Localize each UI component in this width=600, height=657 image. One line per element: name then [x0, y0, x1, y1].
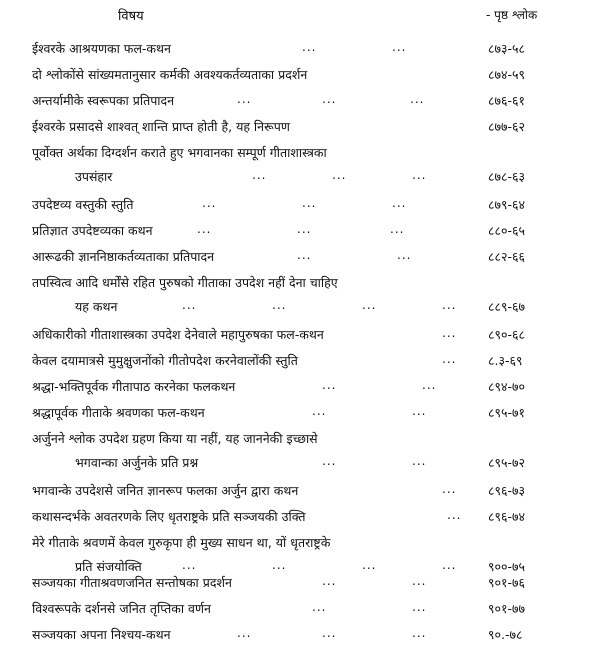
entry-page: ८९०-६८ [488, 327, 526, 342]
toc-entry [0, 626, 600, 652]
leader-dots: ... [397, 248, 412, 262]
leader-dots: ... [302, 196, 317, 210]
entry-page: ८७४-५९ [488, 67, 526, 82]
toc-entry [0, 248, 600, 274]
entry-title: विश्वरूपके दर्शनसे जनित तृप्तिका वर्णन [32, 601, 211, 616]
leader-dots: ... [312, 404, 327, 418]
leader-dots: ... [302, 40, 317, 54]
entry-title: अन्तर्यामीके स्वरूपका प्रतिपादन [32, 93, 175, 108]
toc-entry [0, 600, 600, 626]
leader-dots: ... [322, 454, 337, 468]
entry-page: ९०१-७७ [488, 601, 526, 616]
leader-dots: ... [237, 626, 252, 640]
entry-page: ८.३-६९ [488, 353, 523, 368]
column-header-page-verse: - पृष्ठ श्लोक [486, 8, 538, 22]
entry-title-continued: उपसंहार [75, 169, 113, 184]
entry-page: ८७३-५८ [488, 41, 526, 56]
entry-page: ८७७-६२ [488, 119, 526, 134]
leader-dots: ... [272, 298, 287, 312]
entry-page: ९००-७५ [488, 559, 526, 574]
leader-dots: ... [197, 222, 212, 236]
leader-dots: ... [442, 352, 457, 366]
entry-page: ८७९-६४ [488, 197, 526, 212]
entry-title: केवल दयामात्रसे मुमुक्षुजनोंको गीतोपदेश करनेवालोंकी स्तुति [32, 353, 298, 368]
entry-page: ८७८-६३ [488, 169, 526, 184]
leader-dots: ... [202, 196, 217, 210]
toc-entry [0, 196, 600, 222]
entry-title: अर्जुनने श्लोक उपदेश ग्रहण किया या नहीं, यह जाननेकी इच्छासे [32, 431, 318, 446]
entry-page: ८९४-७० [488, 379, 526, 394]
entry-title: सञ्जयका अपना निश्चय-कथन [32, 627, 171, 642]
entry-title: ईश्वरके प्रसादसे शाश्वत् शान्ति प्राप्त होती है, यह निरूपण [32, 119, 290, 134]
entry-title: पूर्वोक्त अर्थका दिग्दर्शन कराते हुए भगवानका सम्पूर्ण गीताशास्त्रका [32, 145, 327, 160]
leader-dots: ... [322, 92, 337, 106]
entry-page: ८९६-७३ [488, 483, 526, 498]
entry-page: ८८२-६६ [488, 249, 526, 264]
toc-entry [0, 222, 600, 248]
leader-dots: ... [237, 92, 252, 106]
entry-title: प्रतिज्ञात उपदेष्टव्यका कथन [32, 223, 153, 238]
leader-dots: ... [410, 92, 425, 106]
leader-dots: ... [272, 558, 287, 572]
entry-title: सञ्जयका गीताश्रवणजनित सन्तोषका प्रदर्शन [32, 575, 232, 590]
toc-entry [0, 274, 600, 326]
leader-dots: ... [412, 626, 427, 640]
leader-dots: ... [182, 558, 197, 572]
column-header-subject: विषय [118, 9, 144, 24]
toc-entry [0, 92, 600, 118]
toc-entry [0, 118, 600, 144]
entry-title: उपदेष्टव्य वस्तुकी स्तुति [32, 197, 134, 212]
leader-dots: ... [412, 600, 427, 614]
leader-dots: ... [252, 168, 267, 182]
toc-entry [0, 508, 600, 534]
entry-title: आरूढकी ज्ञाननिष्ठाकर्तव्यताका प्रतिपादन [32, 249, 215, 264]
leader-dots: ... [442, 326, 457, 340]
entry-title-continued: यह कथन [75, 299, 118, 314]
leader-dots: ... [422, 378, 437, 392]
entry-title: भगवान्के उपदेशसे जनित ज्ञानरूप फलका अर्जुन द्वारा कथन [32, 483, 299, 498]
toc-entry [0, 144, 600, 196]
leader-dots: ... [412, 168, 427, 182]
entry-title: अधिकारीको गीताशास्त्रका उपदेश देनेवाले महापुरुषका फल-कथन [32, 327, 324, 342]
leader-dots: ... [332, 168, 347, 182]
leader-dots: ... [297, 248, 312, 262]
leader-dots: ... [412, 454, 427, 468]
leader-dots: ... [322, 574, 337, 588]
entry-title: दो श्लोकोंसे सांख्यमतानुसार कर्मकी अवश्यकर्तव्यताका प्रदर्शन [32, 67, 308, 82]
entry-page: ८९६-७४ [488, 509, 526, 524]
leader-dots: ... [442, 558, 457, 572]
toc-entry [0, 40, 600, 66]
toc-entry [0, 482, 600, 508]
entry-title-continued: प्रति संजयोक्ति [75, 559, 142, 574]
leader-dots: ... [390, 222, 405, 236]
entry-title-continued: भगवान्का अर्जुनके प्रति प्रश्न [75, 455, 199, 470]
entry-page: ९०.-७८ [488, 627, 523, 642]
leader-dots: ... [442, 482, 457, 496]
entry-page: ८९५-७१ [488, 405, 526, 420]
leader-dots: ... [392, 40, 407, 54]
leader-dots: ... [362, 298, 377, 312]
leader-dots: ... [182, 298, 197, 312]
toc-entry [0, 430, 600, 482]
leader-dots: ... [392, 196, 407, 210]
leader-dots: ... [297, 222, 312, 236]
leader-dots: ... [412, 574, 427, 588]
toc-entry [0, 326, 600, 352]
toc-entry [0, 378, 600, 404]
entry-page: ९०१-७६ [488, 575, 526, 590]
entry-title: कथासन्दर्भके अवतरणके लिए धृतराष्ट्रके प्रति सञ्जयकी उक्ति [32, 509, 306, 524]
entry-page: ८८०-६५ [488, 223, 526, 238]
toc-entry [0, 404, 600, 430]
entry-page: ८९५-७२ [488, 455, 526, 470]
toc-entry [0, 352, 600, 378]
leader-dots: ... [362, 558, 377, 572]
leader-dots: ... [447, 508, 462, 522]
entry-title: मेरे गीताके श्रवणमें केवल गुरुकृपा ही मुख्य साधन था, यों धृतराष्ट्रके [32, 535, 331, 550]
entry-title: श्रद्धापूर्वक गीताके श्रवणका फल-कथन [32, 405, 205, 420]
entry-title: ईश्वरके आश्रयणका फल-कथन [32, 41, 171, 56]
entry-page: ८८९-६७ [488, 299, 526, 314]
entry-page: ८७६-६१ [488, 93, 526, 108]
leader-dots: ... [322, 378, 337, 392]
leader-dots: ... [312, 600, 327, 614]
entry-title: तपस्वित्व आदि धर्मोंसे रहित पुरुषको गीताका उपदेश नहीं देना चाहिए [32, 275, 338, 290]
entry-title: श्रद्धा-भक्तिपूर्वक गीतापाठ करनेका फलकथन [32, 379, 236, 394]
leader-dots: ... [322, 626, 337, 640]
toc-entry [0, 66, 600, 92]
leader-dots: ... [442, 298, 457, 312]
leader-dots: ... [412, 404, 427, 418]
